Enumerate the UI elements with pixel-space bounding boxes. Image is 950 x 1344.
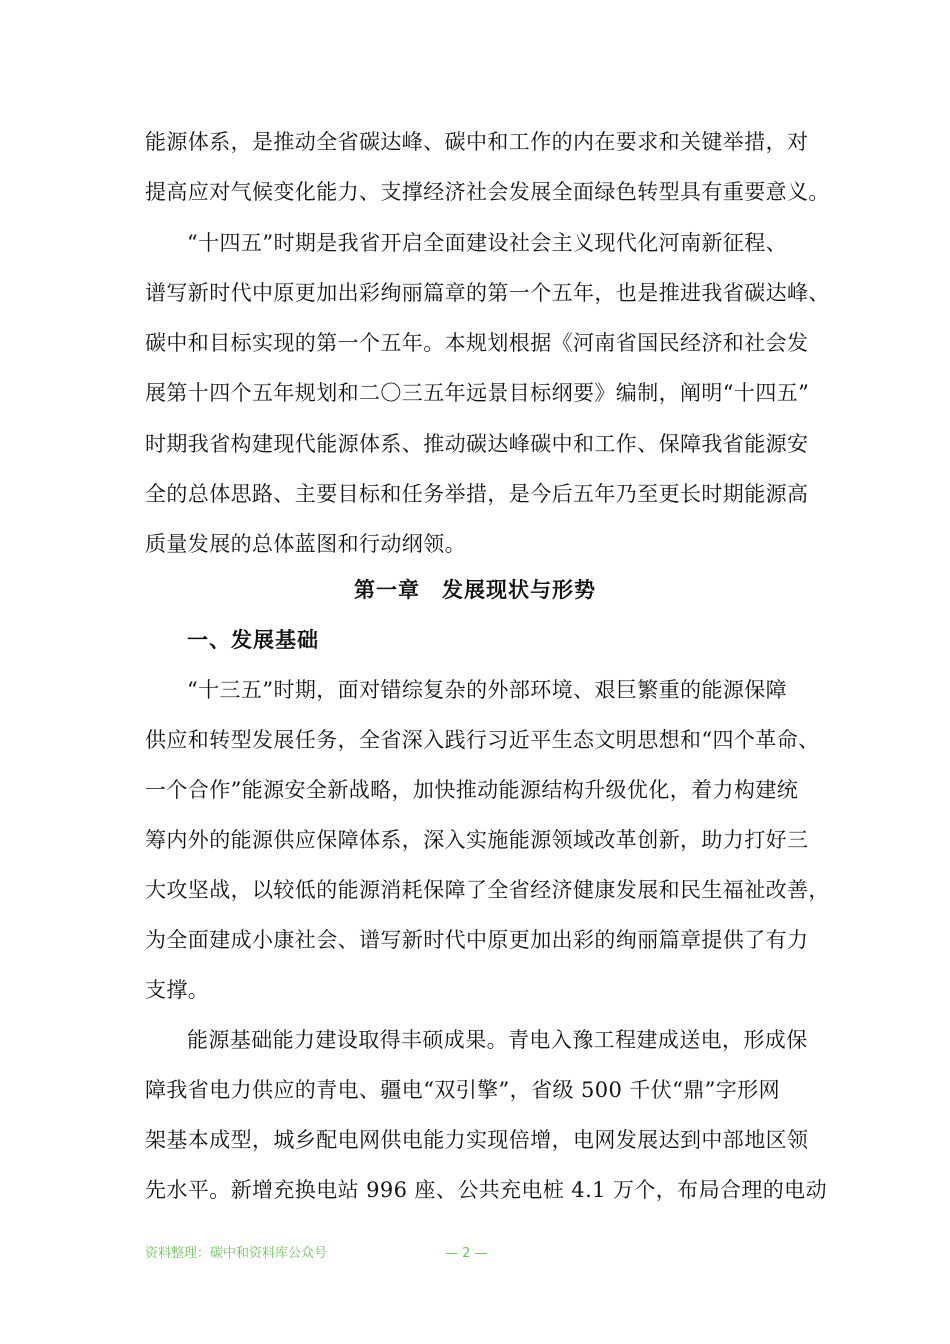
- paragraph-line: 为全面建成小康社会、谱写新时代中原更加出彩的绚丽篇章提供了有力: [145, 928, 809, 952]
- paragraph-line: 碳中和目标实现的第一个五年。本规划根据《河南省国民经济和社会发: [145, 331, 809, 355]
- paragraph-line: 提高应对气候变化能力、支撑经济社会发展全面绿色转型具有重要意义。: [145, 180, 830, 204]
- page-number: — 2 —: [445, 1246, 488, 1261]
- paragraph-line: “十四五”时期是我省开启全面建设社会主义现代化河南新征程、: [187, 231, 788, 255]
- paragraph-line: 能源体系，是推动全省碳达峰、碳中和工作的内在要求和关键举措，对: [145, 130, 809, 154]
- paragraph-line: 支撑。: [145, 978, 210, 1002]
- paragraph-line: 供应和转型发展任务，全省深入践行习近平生态文明思想和“四个革命、: [145, 728, 820, 752]
- paragraph-line: 全的总体思路、主要目标和任务举措，是今后五年乃至更长时期能源高: [145, 482, 809, 506]
- paragraph-line: 时期我省构建现代能源体系、推动碳达峰碳中和工作、保障我省能源安: [145, 432, 809, 456]
- section-heading: 一、发展基础: [187, 627, 319, 652]
- paragraph-line: 能源基础能力建设取得丰硕成果。青电入豫工程建成送电，形成保: [187, 1028, 808, 1052]
- paragraph-line: 筹内外的能源供应保障体系，深入实施能源领域改革创新，助力打好三: [145, 828, 809, 852]
- paragraph-line: “十三五”时期，面对错综复杂的外部环境、艰巨繁重的能源保障: [187, 678, 788, 702]
- paragraph-line: 质量发展的总体蓝图和行动纲领。: [145, 532, 466, 556]
- paragraph-line: 障我省电力供应的青电、疆电“双引擎”，省级 500 千伏“鼎”字形网: [145, 1078, 780, 1102]
- paragraph-line: 谱写新时代中原更加出彩绚丽篇章的第一个五年，也是推进我省碳达峰、: [145, 281, 830, 305]
- chapter-heading: 第一章 发展现状与形势: [354, 577, 596, 602]
- paragraph-line: 大攻坚战，以较低的能源消耗保障了全省经济健康发展和民生福祉改善，: [145, 878, 830, 902]
- paragraph-line: 展第十四个五年规划和二〇三五年远景目标纲要》编制，阐明“十四五”: [145, 381, 810, 405]
- paragraph-line: 一个合作”能源安全新战略，加快推动能源结构升级优化，着力构建统: [145, 778, 799, 802]
- paragraph-line: 架基本成型，城乡配电网供电能力实现倍增，电网发展达到中部地区领: [145, 1128, 809, 1152]
- paragraph-line: 先水平。新增充换电站 996 座、公共充电桩 4.1 万个，布局合理的电动: [145, 1178, 827, 1202]
- footer-source: 资料整理：碳中和资料库公众号: [145, 1246, 328, 1261]
